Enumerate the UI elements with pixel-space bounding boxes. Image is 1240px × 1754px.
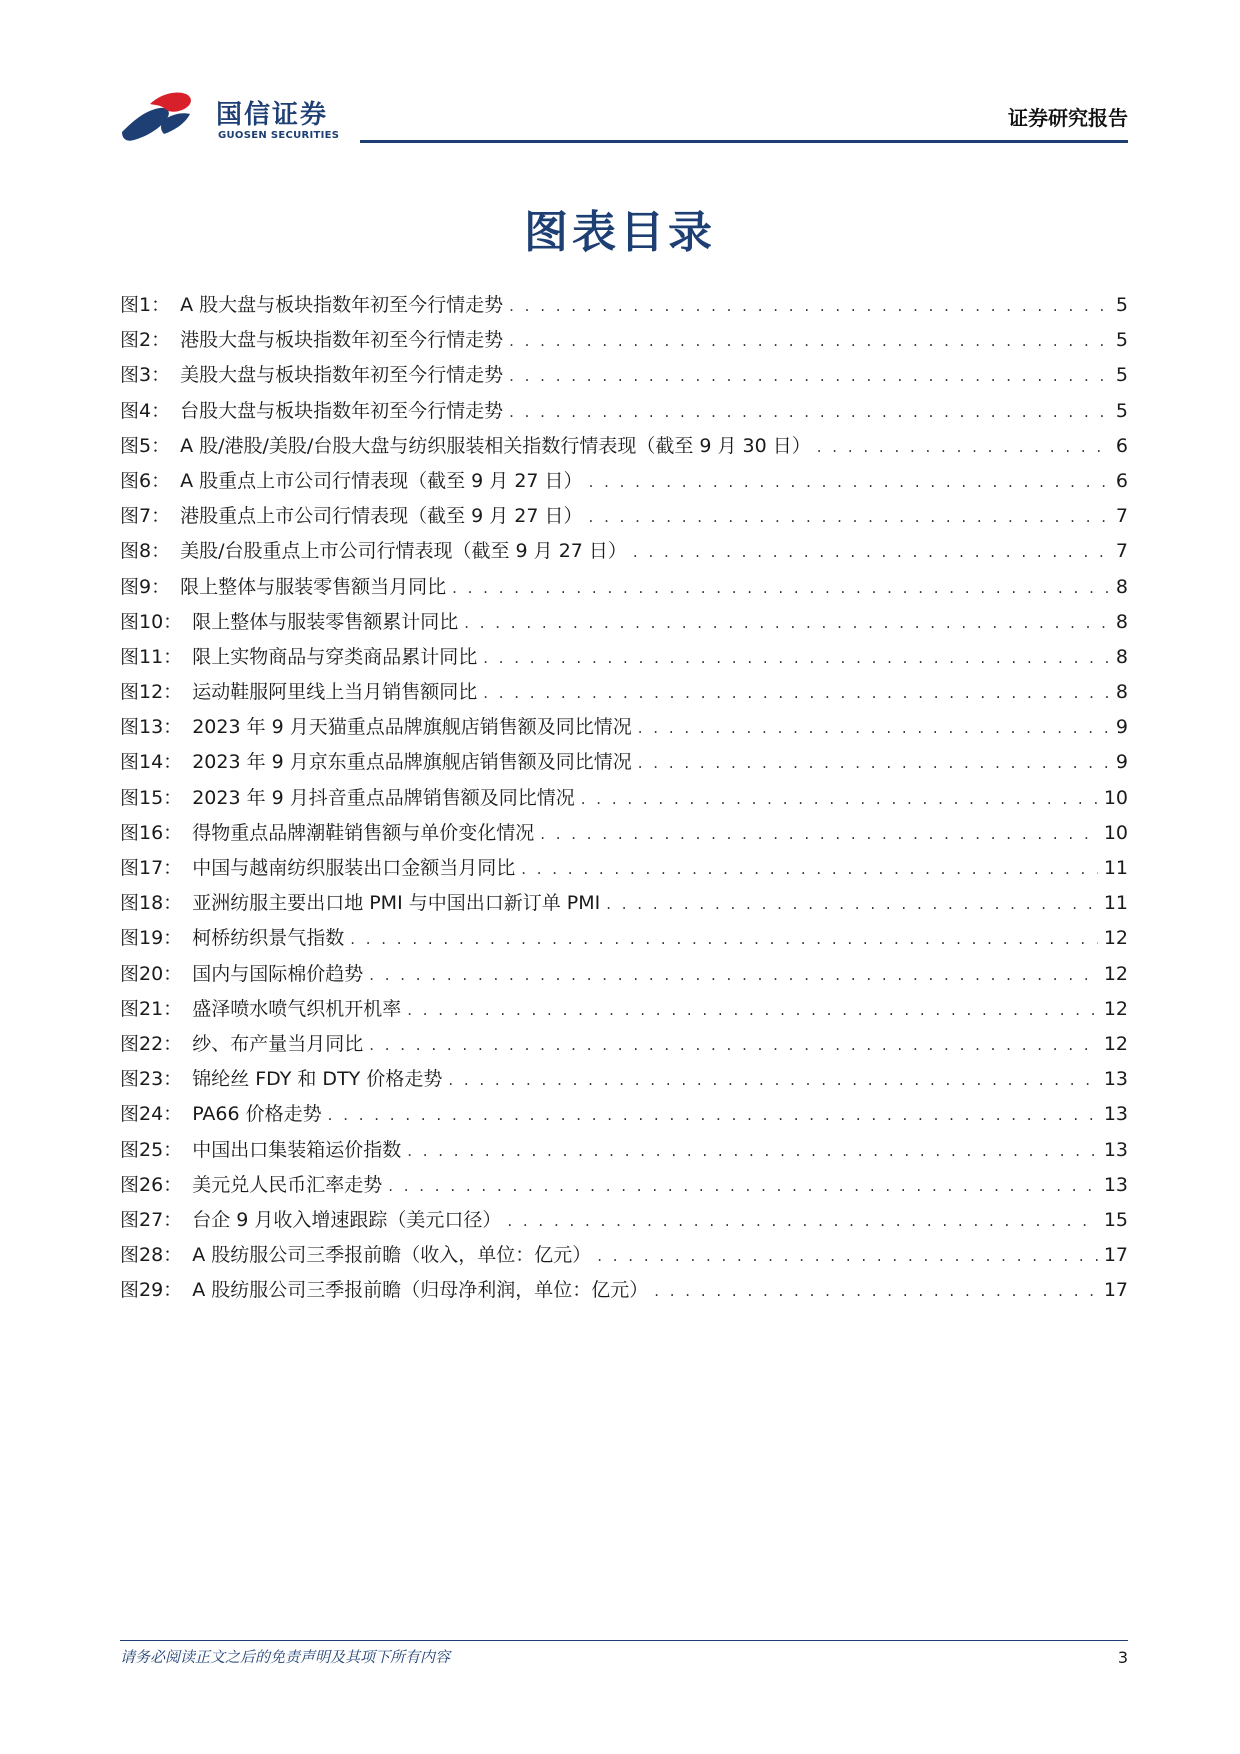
toc-entry[interactable]	[120, 1170, 1128, 1205]
toc-entry-label: 图17：	[120, 857, 183, 879]
toc-entry-title: PA66 价格走势	[192, 1103, 322, 1126]
toc-dot-leader	[407, 1142, 1098, 1160]
toc-entry-label: 图20：	[120, 962, 183, 985]
toc-entry-label: 图14：	[120, 751, 183, 774]
toc-dot-leader	[638, 719, 1110, 737]
toc-entry-page: 6	[1115, 434, 1128, 457]
toc-entry-title: 台股大盘与板块指数年初至今行情走势	[180, 399, 504, 422]
toc-dot-leader	[638, 754, 1110, 772]
toc-entry-label: 图21：	[120, 997, 183, 1020]
toc-entry[interactable]	[120, 536, 1128, 571]
toc-entry-page: 5	[1115, 294, 1128, 316]
toc-entry-label: 图2：	[120, 329, 171, 352]
toc-dot-leader	[589, 473, 1110, 491]
toc-entry-page: 13	[1103, 1173, 1128, 1196]
toc-entry-page: 7	[1115, 540, 1128, 563]
toc-entry-title: 2023 年 9 月抖音重点品牌销售额及同比情况	[192, 786, 575, 809]
toc-entry-title: 纱、布产量当月同比	[192, 1032, 364, 1055]
toc-entry[interactable]	[120, 642, 1128, 677]
toc-entry-page: 8	[1115, 681, 1128, 704]
toc-entry-title: 2023 年 9 月京东重点品牌旗舰店销售额及同比情况	[192, 751, 632, 774]
toc-entry[interactable]	[120, 1064, 1128, 1099]
toc-entry-label: 图10：	[120, 610, 183, 633]
toc-entry-title: 港股大盘与板块指数年初至今行情走势	[180, 329, 504, 352]
logo-chinese-name: 国信证券	[216, 100, 329, 130]
page-header	[120, 84, 1128, 144]
toc-entry-label: 图5：	[120, 434, 171, 457]
toc-entry[interactable]	[120, 959, 1128, 994]
toc-entry-page: 11	[1103, 857, 1128, 879]
toc-entry[interactable]	[120, 431, 1128, 466]
toc-entry-title: A 股纺服公司三季报前瞻（归母净利润，单位：亿元）	[192, 1279, 649, 1302]
toc-entry-label: 图19：	[120, 927, 183, 950]
toc-entry-label: 图23：	[120, 1068, 183, 1091]
toc-dot-leader	[328, 1106, 1098, 1124]
toc-entry-page: 17	[1103, 1279, 1128, 1302]
toc-entry-page: 13	[1103, 1068, 1128, 1091]
toc-entry-label: 图16：	[120, 821, 183, 844]
toc-entry[interactable]	[120, 853, 1128, 888]
toc-entry[interactable]	[120, 712, 1128, 747]
toc-entry-label: 图24：	[120, 1103, 183, 1126]
toc-dot-leader	[369, 1036, 1098, 1054]
toc-entry-title: 美股/台股重点上市公司行情表现（截至 9 月 27 日）	[180, 540, 627, 563]
toc-entry-label: 图25：	[120, 1138, 183, 1161]
guosen-logo-icon	[120, 90, 212, 144]
toc-entry-title: 中国出口集装箱运价指数	[192, 1138, 402, 1161]
footer-divider	[120, 1640, 1128, 1641]
toc-entry-page: 8	[1115, 645, 1128, 668]
toc-dot-leader	[369, 966, 1098, 984]
toc-entry-label: 图11：	[120, 645, 183, 668]
toc-dot-leader	[509, 297, 1110, 315]
toc-entry-title: 限上整体与服装零售额累计同比	[192, 610, 459, 633]
page-number: 3	[1117, 1648, 1128, 1667]
toc-entry-page: 17	[1103, 1244, 1128, 1267]
figure-list	[120, 290, 1128, 1310]
toc-entry[interactable]	[120, 888, 1128, 923]
toc-entry[interactable]	[120, 290, 1128, 325]
guosen-logo	[120, 90, 360, 144]
toc-entry-page: 15	[1103, 1208, 1128, 1231]
toc-dot-leader	[597, 1247, 1098, 1265]
toc-entry-page: 10	[1103, 821, 1128, 844]
toc-entry-label: 图12：	[120, 681, 183, 704]
toc-entry-label: 图28：	[120, 1244, 183, 1267]
toc-entry-title: 港股重点上市公司行情表现（截至 9 月 27 日）	[180, 505, 583, 528]
toc-entry-label: 图4：	[120, 399, 171, 422]
toc-entry[interactable]	[120, 1275, 1128, 1310]
toc-entry-title: A 股大盘与板块指数年初至今行情走势	[180, 294, 504, 316]
toc-entry-page: 7	[1115, 505, 1128, 528]
toc-entry-title: 盛泽喷水喷气织机开机率	[192, 997, 402, 1020]
toc-entry-page: 12	[1103, 927, 1128, 950]
toc-entry[interactable]	[120, 677, 1128, 712]
toc-entry[interactable]	[120, 1099, 1128, 1134]
toc-entry-page: 9	[1115, 751, 1128, 774]
toc-entry-label: 图7：	[120, 505, 171, 528]
toc-entry[interactable]	[120, 325, 1128, 360]
toc-entry-label: 图15：	[120, 786, 183, 809]
toc-entry-page: 11	[1103, 892, 1128, 915]
toc-entry[interactable]	[120, 923, 1128, 958]
toc-entry-label: 图8：	[120, 540, 171, 563]
toc-dot-leader	[589, 508, 1110, 526]
toc-entry-page: 6	[1115, 469, 1128, 492]
toc-entry-label: 图6：	[120, 469, 171, 492]
toc-dot-leader	[350, 930, 1098, 948]
toc-dot-leader	[452, 579, 1110, 597]
toc-entry-page: 13	[1103, 1138, 1128, 1161]
toc-entry-title: A 股重点上市公司行情表现（截至 9 月 27 日）	[180, 469, 583, 492]
toc-dot-leader	[633, 543, 1110, 561]
toc-entry-page: 5	[1115, 364, 1128, 387]
toc-entry-label: 图13：	[120, 716, 183, 739]
toc-entry-title: 美股大盘与板块指数年初至今行情走势	[180, 364, 504, 387]
toc-entry-page: 8	[1115, 610, 1128, 633]
toc-entry-title: 限上整体与服装零售额当月同比	[180, 575, 447, 598]
toc-entry[interactable]	[120, 994, 1128, 1029]
toc-entry-title: 2023 年 9 月天猫重点品牌旗舰店销售额及同比情况	[192, 716, 632, 739]
toc-entry[interactable]	[120, 1135, 1128, 1170]
toc-entry[interactable]	[120, 783, 1128, 818]
toc-entry-title: 中国与越南纺织服装出口金额当月同比	[192, 857, 516, 879]
toc-entry[interactable]	[120, 747, 1128, 782]
toc-entry-title: A 股/港股/美股/台股大盘与纺织服装相关指数行情表现（截至 9 月 30 日）	[180, 434, 811, 457]
footer-disclaimer: 请务必阅读正文之后的免责声明及其项下所有内容	[120, 1648, 451, 1666]
toc-dot-leader	[507, 1212, 1097, 1230]
toc-entry[interactable]	[120, 360, 1128, 395]
toc-dot-leader	[817, 438, 1110, 456]
toc-title: 图表目录	[524, 207, 716, 258]
toc-dot-leader	[540, 825, 1098, 843]
toc-dot-leader	[509, 403, 1110, 421]
toc-dot-leader	[483, 649, 1110, 667]
toc-entry[interactable]	[120, 501, 1128, 536]
toc-dot-leader	[464, 614, 1110, 632]
toc-entry-label: 图27：	[120, 1208, 183, 1231]
toc-entry-label: 图9：	[120, 575, 171, 598]
toc-dot-leader	[509, 332, 1110, 350]
toc-entry-page: 12	[1103, 962, 1128, 985]
toc-entry[interactable]	[120, 818, 1128, 853]
logo-english-name: GUOSEN SECURITIES	[218, 130, 340, 141]
toc-entry-title: 柯桥纺织景气指数	[192, 927, 345, 950]
toc-entry-page: 12	[1103, 1032, 1128, 1055]
toc-entry-title: 运动鞋服阿里线上当月销售额同比	[192, 681, 478, 704]
toc-entry[interactable]	[120, 1240, 1128, 1275]
toc-entry-title: 得物重点品牌潮鞋销售额与单价变化情况	[192, 821, 535, 844]
toc-dot-leader	[606, 895, 1098, 913]
toc-entry-page: 12	[1103, 997, 1128, 1020]
toc-entry[interactable]	[120, 607, 1128, 642]
toc-entry-label: 图3：	[120, 364, 171, 387]
toc-dot-leader	[483, 684, 1110, 702]
toc-entry-title: 锦纶丝 FDY 和 DTY 价格走势	[192, 1068, 443, 1091]
toc-entry-page: 13	[1103, 1103, 1128, 1126]
toc-entry-label: 图1：	[120, 294, 171, 316]
toc-entry-title: 亚洲纺服主要出口地 PMI 与中国出口新订单 PMI	[192, 892, 601, 915]
toc-entry-label: 图29：	[120, 1279, 183, 1302]
toc-entry-title: 美元兑人民币汇率走势	[192, 1173, 383, 1196]
toc-dot-leader	[448, 1071, 1097, 1089]
toc-entry-label: 图26：	[120, 1173, 183, 1196]
toc-entry[interactable]	[120, 1029, 1128, 1064]
toc-entry-page: 5	[1115, 399, 1128, 422]
header-divider	[360, 140, 1128, 143]
toc-dot-leader	[521, 860, 1098, 878]
toc-entry[interactable]	[120, 466, 1128, 501]
toc-dot-leader	[581, 790, 1098, 808]
report-type-label: 证券研究报告	[1008, 106, 1128, 130]
toc-entry-title: 限上实物商品与穿类商品累计同比	[192, 645, 478, 668]
toc-entry[interactable]	[120, 396, 1128, 431]
toc-dot-leader	[407, 1001, 1098, 1019]
toc-entry-page: 10	[1103, 786, 1128, 809]
toc-entry[interactable]	[120, 1205, 1128, 1240]
toc-entry-label: 图18：	[120, 892, 183, 915]
toc-entry-label: 图22：	[120, 1032, 183, 1055]
toc-entry-page: 8	[1115, 575, 1128, 598]
toc-dot-leader	[509, 367, 1110, 385]
toc-entry[interactable]	[120, 572, 1128, 607]
toc-entry-page: 5	[1115, 329, 1128, 352]
toc-entry-title: 台企 9 月收入增速跟踪（美元口径）	[192, 1208, 502, 1231]
toc-entry-page: 9	[1115, 716, 1128, 739]
toc-entry-title: 国内与国际棉价趋势	[192, 962, 364, 985]
toc-dot-leader	[388, 1177, 1098, 1195]
toc-entry-title: A 股纺服公司三季报前瞻（收入，单位：亿元）	[192, 1244, 592, 1267]
toc-dot-leader	[654, 1282, 1098, 1300]
